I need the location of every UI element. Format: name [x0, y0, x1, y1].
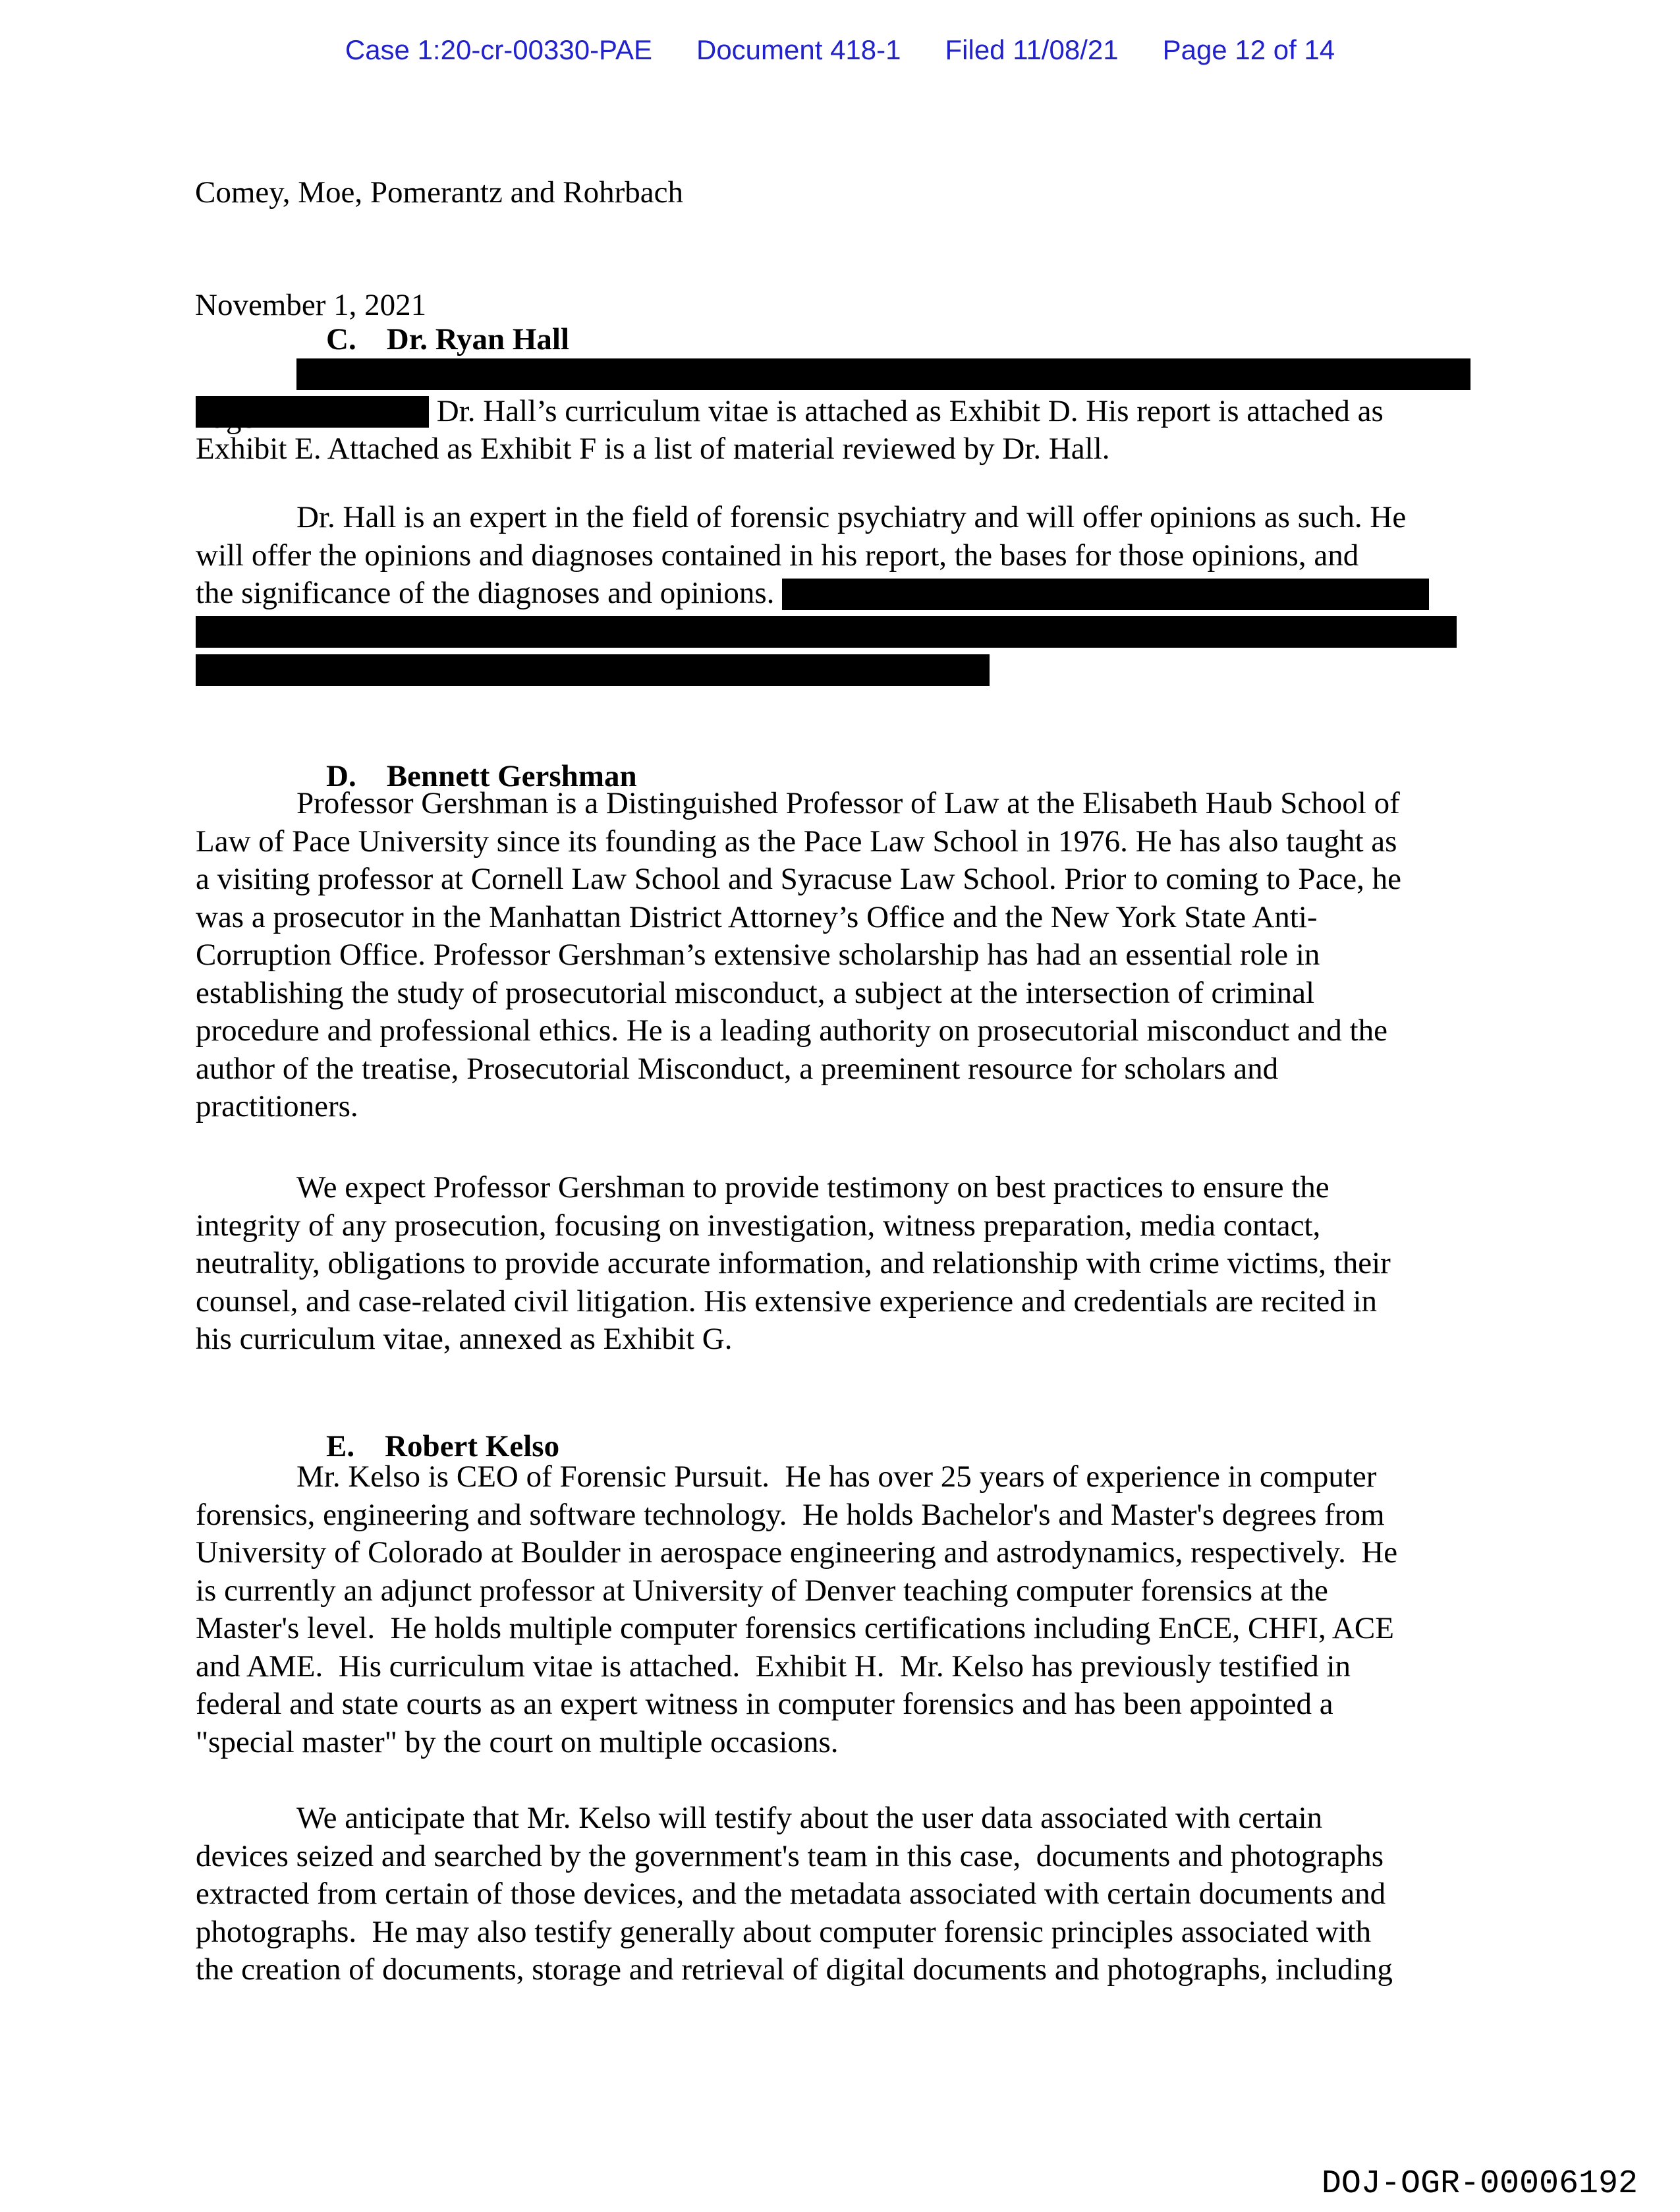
text-line [196, 1283, 1513, 1321]
court-filing-stamp [0, 33, 1680, 67]
text-run: We expect Professor Gershman to provide testimony on best practices to ensure the [296, 1170, 1330, 1205]
text-line [196, 1496, 1513, 1535]
text-line [196, 613, 1513, 651]
text-line [196, 1088, 1513, 1126]
section-letter: E. [326, 1429, 355, 1463]
stamp-case-number: Case 1:20-cr-00330-PAE [345, 34, 652, 65]
text-line [196, 430, 1513, 468]
text-run: practitioners. [196, 1089, 358, 1123]
text-run: Professor Gershman is a Distinguished Professor of Law at the Elisabeth Haub School of [296, 786, 1400, 820]
text-line [196, 1169, 1513, 1207]
text-line [196, 393, 1513, 431]
text-run: the significance of the diagnoses and opinions. [196, 576, 783, 610]
paragraph-hall-exhibits [196, 354, 1513, 468]
text-run: procedure and professional ethics. He is a leading authority on prosecutorial misconduct and the [196, 1013, 1387, 1048]
text-line [196, 499, 1513, 537]
text-run: University of Colorado at Boulder in aerospace engineering and astrodynamics, respectively. He [196, 1535, 1398, 1570]
text-line [196, 975, 1513, 1013]
text-run: Dr. Hall’s curriculum vitae is attached as Exhibit D. His report is attached as [429, 393, 1384, 428]
address-date: November 1, 2021 [195, 288, 427, 322]
text-line [196, 537, 1513, 575]
text-line [196, 1012, 1513, 1050]
text-run: a visiting professor at Cornell Law School and Syracuse Law School. Prior to coming to Pace, he [196, 862, 1402, 896]
text-run: federal and state courts as an expert witness in computer forensics and has been appointed a [196, 1687, 1333, 1721]
text-run: integrity of any prosecution, focusing on investigation, witness preparation, media contact, [196, 1208, 1321, 1243]
stamp-document-number: Document 418-1 [696, 34, 901, 65]
text-run: was a prosecutor in the Manhattan District Attorney’s Office and the New York State Anti- [196, 899, 1318, 934]
redaction-bar [782, 579, 1429, 610]
text-line [196, 1534, 1513, 1572]
text-run: forensics, engineering and software technology. He holds Bachelor's and Master's degrees from [196, 1497, 1385, 1532]
text-run: We anticipate that Mr. Kelso will testify about the user data associated with certain [296, 1801, 1323, 1835]
text-run: neutrality, obligations to provide accurate information, and relationship with crime victims, their [196, 1246, 1391, 1280]
section-title: Robert Kelso [385, 1429, 560, 1463]
redaction-bar [196, 396, 429, 428]
redaction-bar [296, 358, 1470, 390]
text-run: Law of Pace University since its founding as the Pace Law School in 1976. He has also taught as [196, 824, 1397, 859]
text-line [196, 1610, 1513, 1648]
text-line [196, 1838, 1513, 1876]
text-run: extracted from certain of those devices, and the metadata associated with certain documents and [196, 1877, 1386, 1911]
bates-number: DOJ-OGR-00006192 [1321, 2165, 1638, 2203]
paragraph-gershman-testimony [196, 1169, 1513, 1359]
stamp-filed-date: Filed 11/08/21 [945, 34, 1119, 65]
text-line [196, 1050, 1513, 1089]
text-run: Master's level. He holds multiple computer forensics certifications including EnCE, CHFI, ACE [196, 1611, 1394, 1645]
section-letter: D. [326, 759, 356, 793]
paragraph-kelso-background [196, 1458, 1513, 1761]
text-run: counsel, and case-related civil litigation. His extensive experience and credentials are recited in [196, 1284, 1378, 1319]
paragraph-kelso-testimony [196, 1800, 1513, 1989]
text-line [196, 1686, 1513, 1724]
text-run: is currently an adjunct professor at University of Denver teaching computer forensics at the [196, 1573, 1328, 1608]
text-line [196, 1572, 1513, 1610]
text-run: will offer the opinions and diagnoses contained in his report, the bases for those opinions, and [196, 538, 1359, 573]
text-line [196, 575, 1513, 613]
text-run: photographs. He may also testify generally about computer forensic principles associated with [196, 1914, 1372, 1949]
address-recipients: Comey, Moe, Pomerantz and Rohrbach [195, 175, 683, 210]
text-line [196, 1648, 1513, 1686]
text-run: Exhibit E. Attached as Exhibit F is a list of material reviewed by Dr. Hall. [196, 432, 1110, 466]
text-line [196, 1875, 1513, 1914]
text-line [196, 823, 1513, 861]
text-run: and AME. His curriculum vitae is attached. Exhibit H. Mr. Kelso has previously testified in [196, 1649, 1351, 1684]
text-line [196, 785, 1513, 823]
text-line [196, 899, 1513, 937]
text-line [196, 1458, 1513, 1496]
text-line [196, 1320, 1513, 1359]
paragraph-gershman-background [196, 785, 1513, 1126]
text-run: Dr. Hall is an expert in the field of forensic psychiatry and will offer opinions as such. He [296, 500, 1407, 534]
text-line [196, 936, 1513, 975]
section-title: Bennett Gershman [386, 759, 637, 793]
paragraph-hall-expertise [196, 499, 1513, 689]
section-title: Dr. Ryan Hall [386, 322, 570, 356]
text-line [196, 1207, 1513, 1245]
text-run: his curriculum vitae, annexed as Exhibit G. [196, 1322, 733, 1356]
text-line [196, 650, 1513, 689]
text-run: author of the treatise, Prosecutorial Misconduct, a preeminent resource for scholars and [196, 1051, 1279, 1086]
redaction-bar [196, 616, 1457, 648]
text-line [196, 1800, 1513, 1838]
section-letter: C. [326, 322, 356, 356]
text-line [196, 1245, 1513, 1283]
text-line [196, 1724, 1513, 1762]
text-run: "special master" by the court on multiple occasions. [196, 1724, 839, 1759]
redaction-bar [196, 654, 990, 686]
text-line [196, 861, 1513, 899]
text-line [196, 354, 1513, 393]
text-run: Corruption Office. Professor Gershman’s extensive scholarship has had an essential role in [196, 938, 1320, 972]
text-run: devices seized and searched by the government's team in this case, documents and photographs [196, 1838, 1384, 1873]
text-run: establishing the study of prosecutorial misconduct, a subject at the intersection of criminal [196, 975, 1315, 1010]
text-run: Mr. Kelso is CEO of Forensic Pursuit. He has over 25 years of experience in computer [296, 1460, 1377, 1494]
text-line [196, 1914, 1513, 1952]
text-line [196, 1951, 1513, 1989]
text-run: the creation of documents, storage and retrieval of digital documents and photographs, including [196, 1952, 1393, 1987]
stamp-page-number: Page 12 of 14 [1162, 34, 1335, 65]
